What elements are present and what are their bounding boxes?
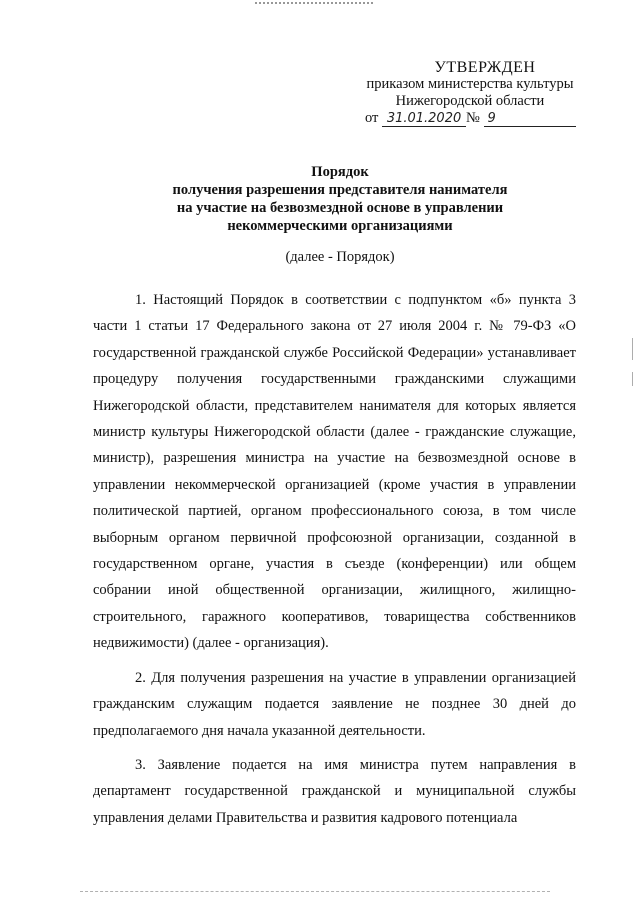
scan-artifact-right <box>632 372 633 386</box>
document-title <box>100 163 580 235</box>
scan-artifact-top <box>255 2 373 10</box>
handwritten-date: 31.01.2020 <box>382 112 466 127</box>
document-body <box>93 287 576 839</box>
paragraph-3: 3. Заявление подается на имя министра путем направления в департамент государственной гражданской и муниципальной службы управления делами Правительства и развития кадрового потенциала <box>93 756 576 826</box>
title-line-2: получения разрешения представителя нанимателя <box>172 182 508 198</box>
scan-artifact-bottom <box>80 891 550 895</box>
number-label: № <box>466 110 480 126</box>
approval-line-2: Нижегородской области <box>395 93 545 109</box>
scan-artifact-right <box>632 338 633 360</box>
paragraph-2: 2. Для получения разрешения на участие в управлении организацией гражданским служащим подается заявление не позднее 30 дней до предполагаемого дня начала указанной деятельности. <box>93 669 576 739</box>
approval-order-line <box>360 110 580 127</box>
paragraph-1: 1. Настоящий Порядок в соответствии с подпунктом «б» пункта 3 части 1 статьи 17 Федерального закона от 27 июля 2004 г. № 79-ФЗ «О государственной гражданской службе Российской Федерации» устанавливает процедуру получения государственными гражданскими служащими Нижегородской области, представителем нанимателя для которых является министр культуры Нижегородской области (далее - гражданские служащие, министр), разрешения министра на участие на безвозмездной основе в управлении некоммерческой организацией (кроме участия в управлении политической партией, органом профессионального союза, в том числе выборным органом первичной профсоюзной организации, созданной в государственном органе, участия в съезде (конференции) или общем собрании иной общественной организации, жилищного, жилищно-строительного, гаражного кооперативов, товарищества собственников недвижимости) (далее - организация). <box>93 292 576 652</box>
approval-heading: УТВЕРЖДЕН <box>434 59 536 76</box>
title-line-3: на участие на безвозмездной основе в управлении <box>176 200 504 216</box>
handwritten-number: 9 <box>484 112 576 127</box>
approval-stamp <box>360 59 580 127</box>
document-subtitle: (далее - Порядок) <box>285 249 395 265</box>
title-line-1: Порядок <box>311 164 369 180</box>
approval-line-1: приказом министерства культуры <box>366 76 574 92</box>
from-label: от <box>365 110 379 126</box>
title-line-4: некоммерческими организациями <box>227 218 453 234</box>
